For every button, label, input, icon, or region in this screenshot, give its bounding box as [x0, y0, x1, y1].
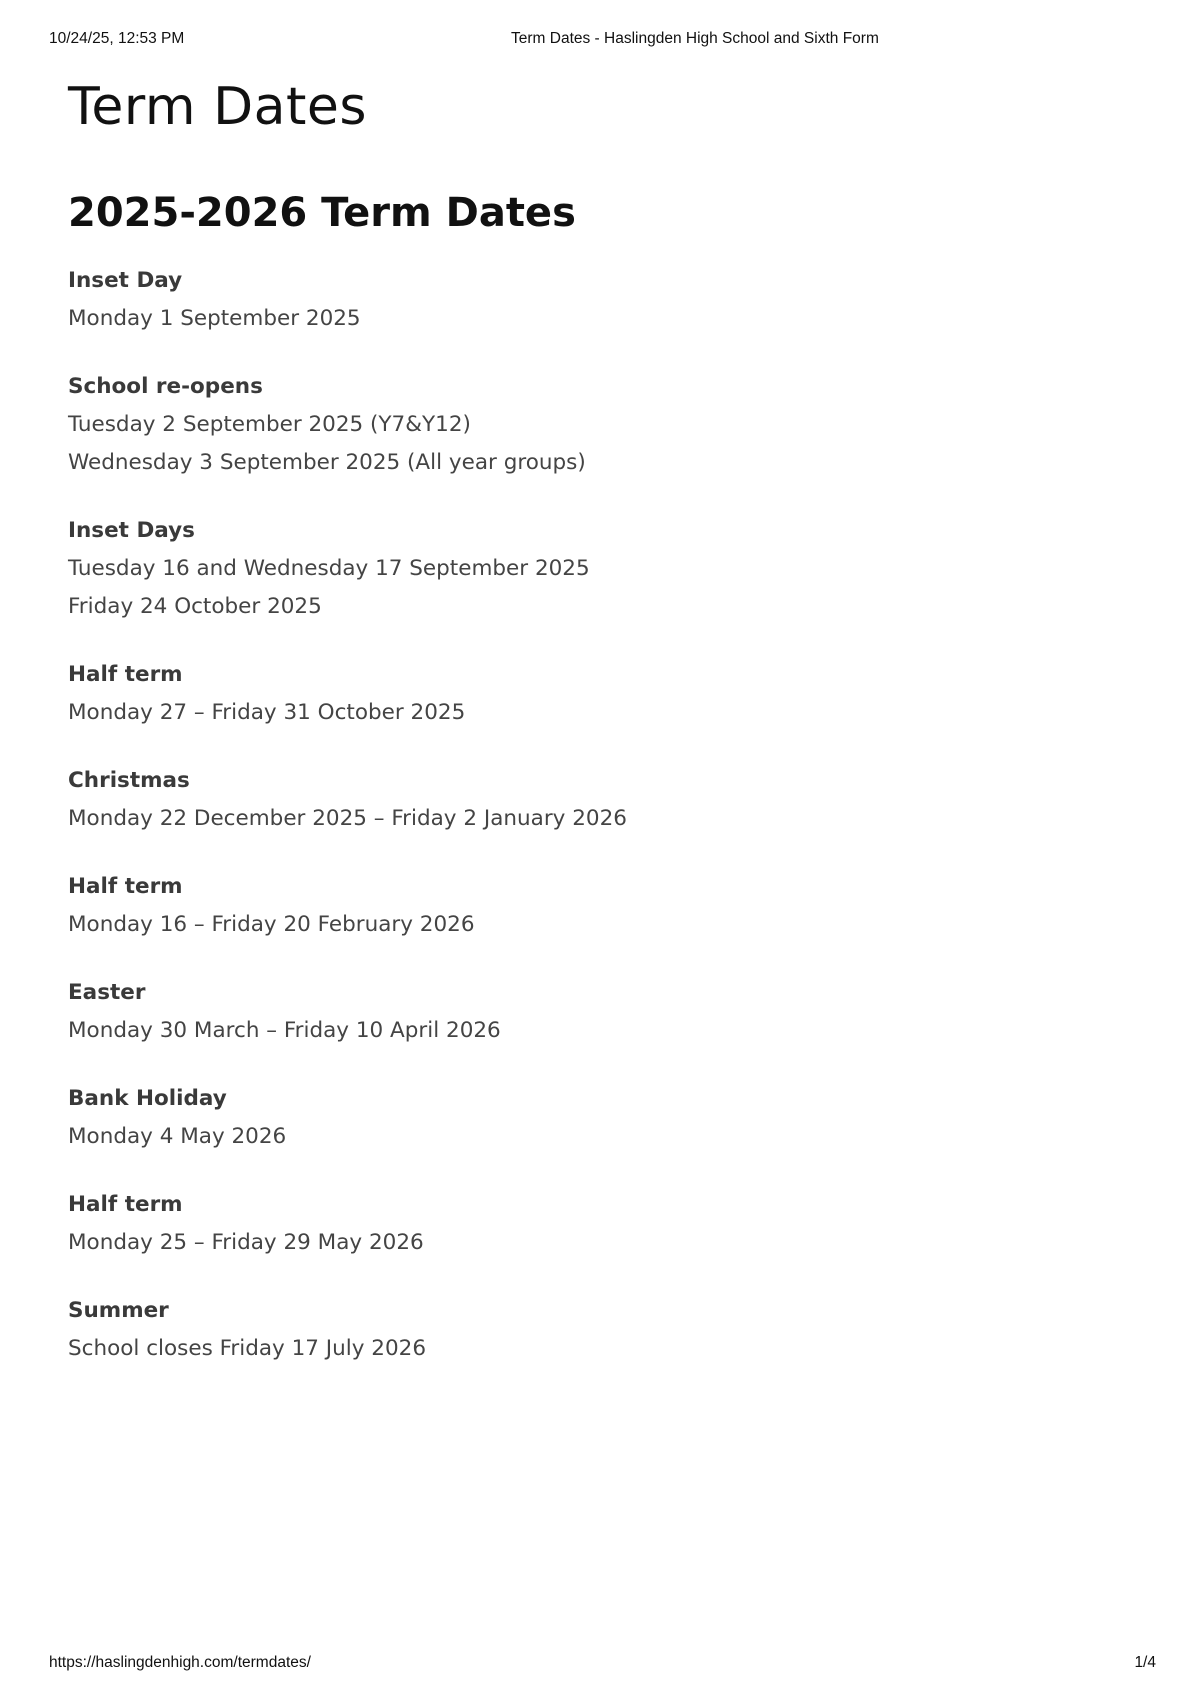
term-entry: [68, 368, 1128, 482]
term-entry-date: Tuesday 16 and Wednesday 17 September 2025: [68, 556, 590, 581]
section-title: 2025-2026 Term Dates: [68, 190, 576, 236]
term-entry-date: Monday 30 March – Friday 10 April 2026: [68, 1018, 501, 1043]
term-entry: [68, 868, 1128, 944]
term-entry-date: Monday 27 – Friday 31 October 2025: [68, 700, 466, 725]
term-entry-date: Monday 1 September 2025: [68, 306, 361, 331]
term-entry-date: School closes Friday 17 July 2026: [68, 1336, 427, 1361]
main-content: [68, 72, 1128, 1398]
term-entry-date: Wednesday 3 September 2025 (All year groups): [68, 450, 586, 475]
term-entry-label: Half term: [68, 1192, 183, 1217]
term-entry-date: Tuesday 2 September 2025 (Y7&Y12): [68, 412, 471, 437]
term-entry-label: Inset Day: [68, 268, 183, 293]
term-entry-date: Monday 4 May 2026: [68, 1124, 287, 1149]
term-entry-label: Half term: [68, 874, 183, 899]
print-header-datetime: 10/24/25, 12:53 PM: [49, 30, 185, 47]
term-entry-label: School re-opens: [68, 374, 263, 399]
term-entry: [68, 656, 1128, 732]
term-entry: [68, 262, 1128, 338]
term-entry: [68, 512, 1128, 626]
term-entry-label: Christmas: [68, 768, 190, 793]
term-entry: [68, 1080, 1128, 1156]
print-footer-url: https://haslingdenhigh.com/termdates/: [49, 1654, 311, 1671]
term-entry-date: Monday 25 – Friday 29 May 2026: [68, 1230, 424, 1255]
term-entry: [68, 974, 1128, 1050]
term-entry-date: Monday 16 – Friday 20 February 2026: [68, 912, 475, 937]
term-entry-label: Inset Days: [68, 518, 195, 543]
term-dates-list: [68, 262, 1128, 1368]
term-entry: [68, 762, 1128, 838]
term-entry-date: Friday 24 October 2025: [68, 594, 322, 619]
print-header-title: Term Dates - Haslingden High School and Sixth Form: [511, 30, 879, 47]
term-entry-label: Bank Holiday: [68, 1086, 227, 1111]
term-entry-label: Easter: [68, 980, 146, 1005]
term-entry: [68, 1186, 1128, 1262]
term-entry-label: Half term: [68, 662, 183, 687]
term-entry-date: Monday 22 December 2025 – Friday 2 January 2026: [68, 806, 627, 831]
term-entry: [68, 1292, 1128, 1368]
print-footer-page-number: 1/4: [1134, 1654, 1156, 1671]
page-title: Term Dates: [68, 77, 367, 137]
term-entry-label: Summer: [68, 1298, 169, 1323]
